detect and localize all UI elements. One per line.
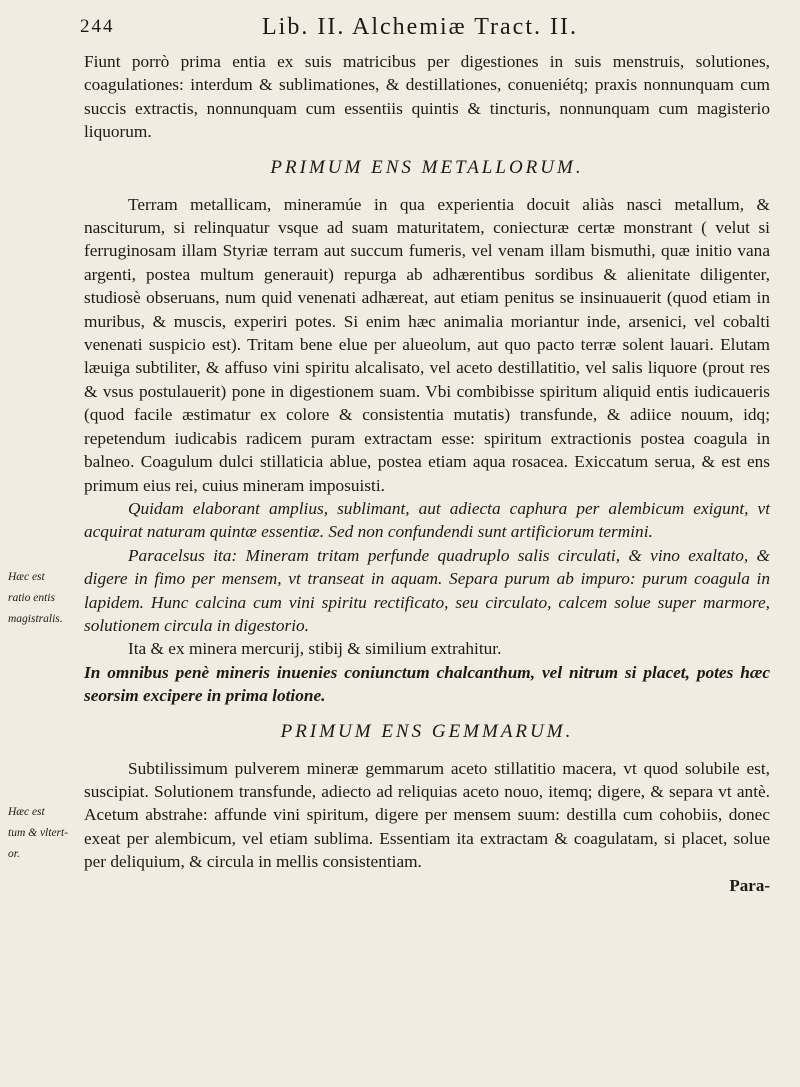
margin-note-line: Hæc est <box>8 805 45 818</box>
gems-block <box>8 757 770 874</box>
margin-note-magistralis <box>8 567 78 630</box>
paragraph-mercury: Ita & ex minera mercurij, stibij & similium extrahitur. <box>128 639 502 659</box>
paragraph-quidam: Quidam elaborant amplius, sublimant, aut adiecta caphura per alembicum exigunt, vt acquirat naturam quintæ essentiæ. Sed non confundendi sunt artificiorum termini. <box>84 498 770 542</box>
catchword: Para- <box>729 875 770 895</box>
running-title: Lib. II. Alchemiæ Tract. II. <box>262 14 578 40</box>
paragraph-paracelsus: Paracelsus ita: Mineram tritam perfunde quadruplo salis circulati, & vino exaltato, & digere in fimo per mensem, vt transeat in aquam. Separa purum ab impuro: purum coagula in lapidem. Hunc calcina cum vini spiritu rectificato, seu circulato, calcem solue super marmore, solutionem circula in digestorio. <box>84 545 770 635</box>
margin-note-ulterior <box>8 802 78 865</box>
running-header <box>80 10 760 44</box>
paracelsus-block <box>8 544 770 638</box>
page-body <box>8 50 770 896</box>
margin-note-line: ratio entis <box>8 591 55 604</box>
page-number: 244 <box>80 16 115 37</box>
section-heading-gems: PRIMUM ENS GEMMARUM. <box>280 720 574 742</box>
margin-note-line: Hæc est <box>8 570 45 583</box>
margin-note-line: tum & vltert- <box>8 826 69 839</box>
section-heading-metals: PRIMUM ENS METALLORUM. <box>270 156 584 178</box>
paragraph-gems-method: Subtilissimum pulverem mineræ gemmarum aceto stillatitio macera, vt quod solubile est, suscipiat. Solutionem transfunde, adiecto ad reliquias aceto nouo, itemq; digere, & separa vt antè. Acetum abstrahe: affunde vini spiritum, digere per mensem suum: destilla cum cohobiis, donec exeat per alembicum, vel etiam sublima. Essentiam ita extractam & coagulatam, si placet, solue per deliquium, & circula in mellis consistentiam. <box>84 758 770 872</box>
margin-note-line: or. <box>8 847 20 860</box>
paragraph-minerals-note: In omnibus penè mineris inuenies coniunctum chalcanthum, vel nitrum si placet, potes hæc seorsim excipere in prima lotione. <box>84 662 770 706</box>
margin-note-line: magistralis. <box>8 612 63 625</box>
paragraph-intro: Fiunt porrò prima entia ex suis matricibus per digestiones in suis menstruis, solutiones, coagulationes: interdum & sublimationes, & destillationes, conueniétq; praxis nonnunquam cum succis extractis, nonnunquam cum essentiis quintis & tincturis, nonnunquam cum magisterio liquorum. <box>84 52 770 142</box>
paragraph-metals-method: Terram metallicam, mineramúe in qua experientia docuit aliàs nasci metallum, & nasciturum, si relinquatur vsque ad suam maturitatem, coniecturæ certæ monstrant ( velut si ferruginosam illam Styriæ terram aut succum fumeris, vel venam illam bismuthi, quæ initio vana argenti, postea multum generauit) repurga ab adhærentibus sordibus & alienitate diligenter, studiosè obseruans, num quid venenati adhæreat, aut etiam penitus se insinuauerit (quod etiam in muribus, & muscis, experiri potes. Si enim hæc animalia moriantur inde, arsenici, vel cobalti venenati suspicio est). Tritam bene elue per alueolum, aut quo pacto terræ solent lauari. Elutam læuiga subtiliter, & affuso vini spiritu alcalisato, vel aceto destillatitio, vel salis liquore (prout res & vsus postulauerit) pone in digestionem suam. Vbi combibisse spiritum aliquid entis iudicaueris (quod facile æstimatur ex colore & consistentia mutatis) transfunde, & adiice nouum, idq; repetendum iudicabis radicem puram extractam esse: spiritum extractionis postea coagula in balneo. Coagulum dulci stillaticia ablue, postea etiam aqua rosacea. Exiccatum serua, & est ens primum eius rei, cuius mineram imposuisti. <box>84 194 770 495</box>
